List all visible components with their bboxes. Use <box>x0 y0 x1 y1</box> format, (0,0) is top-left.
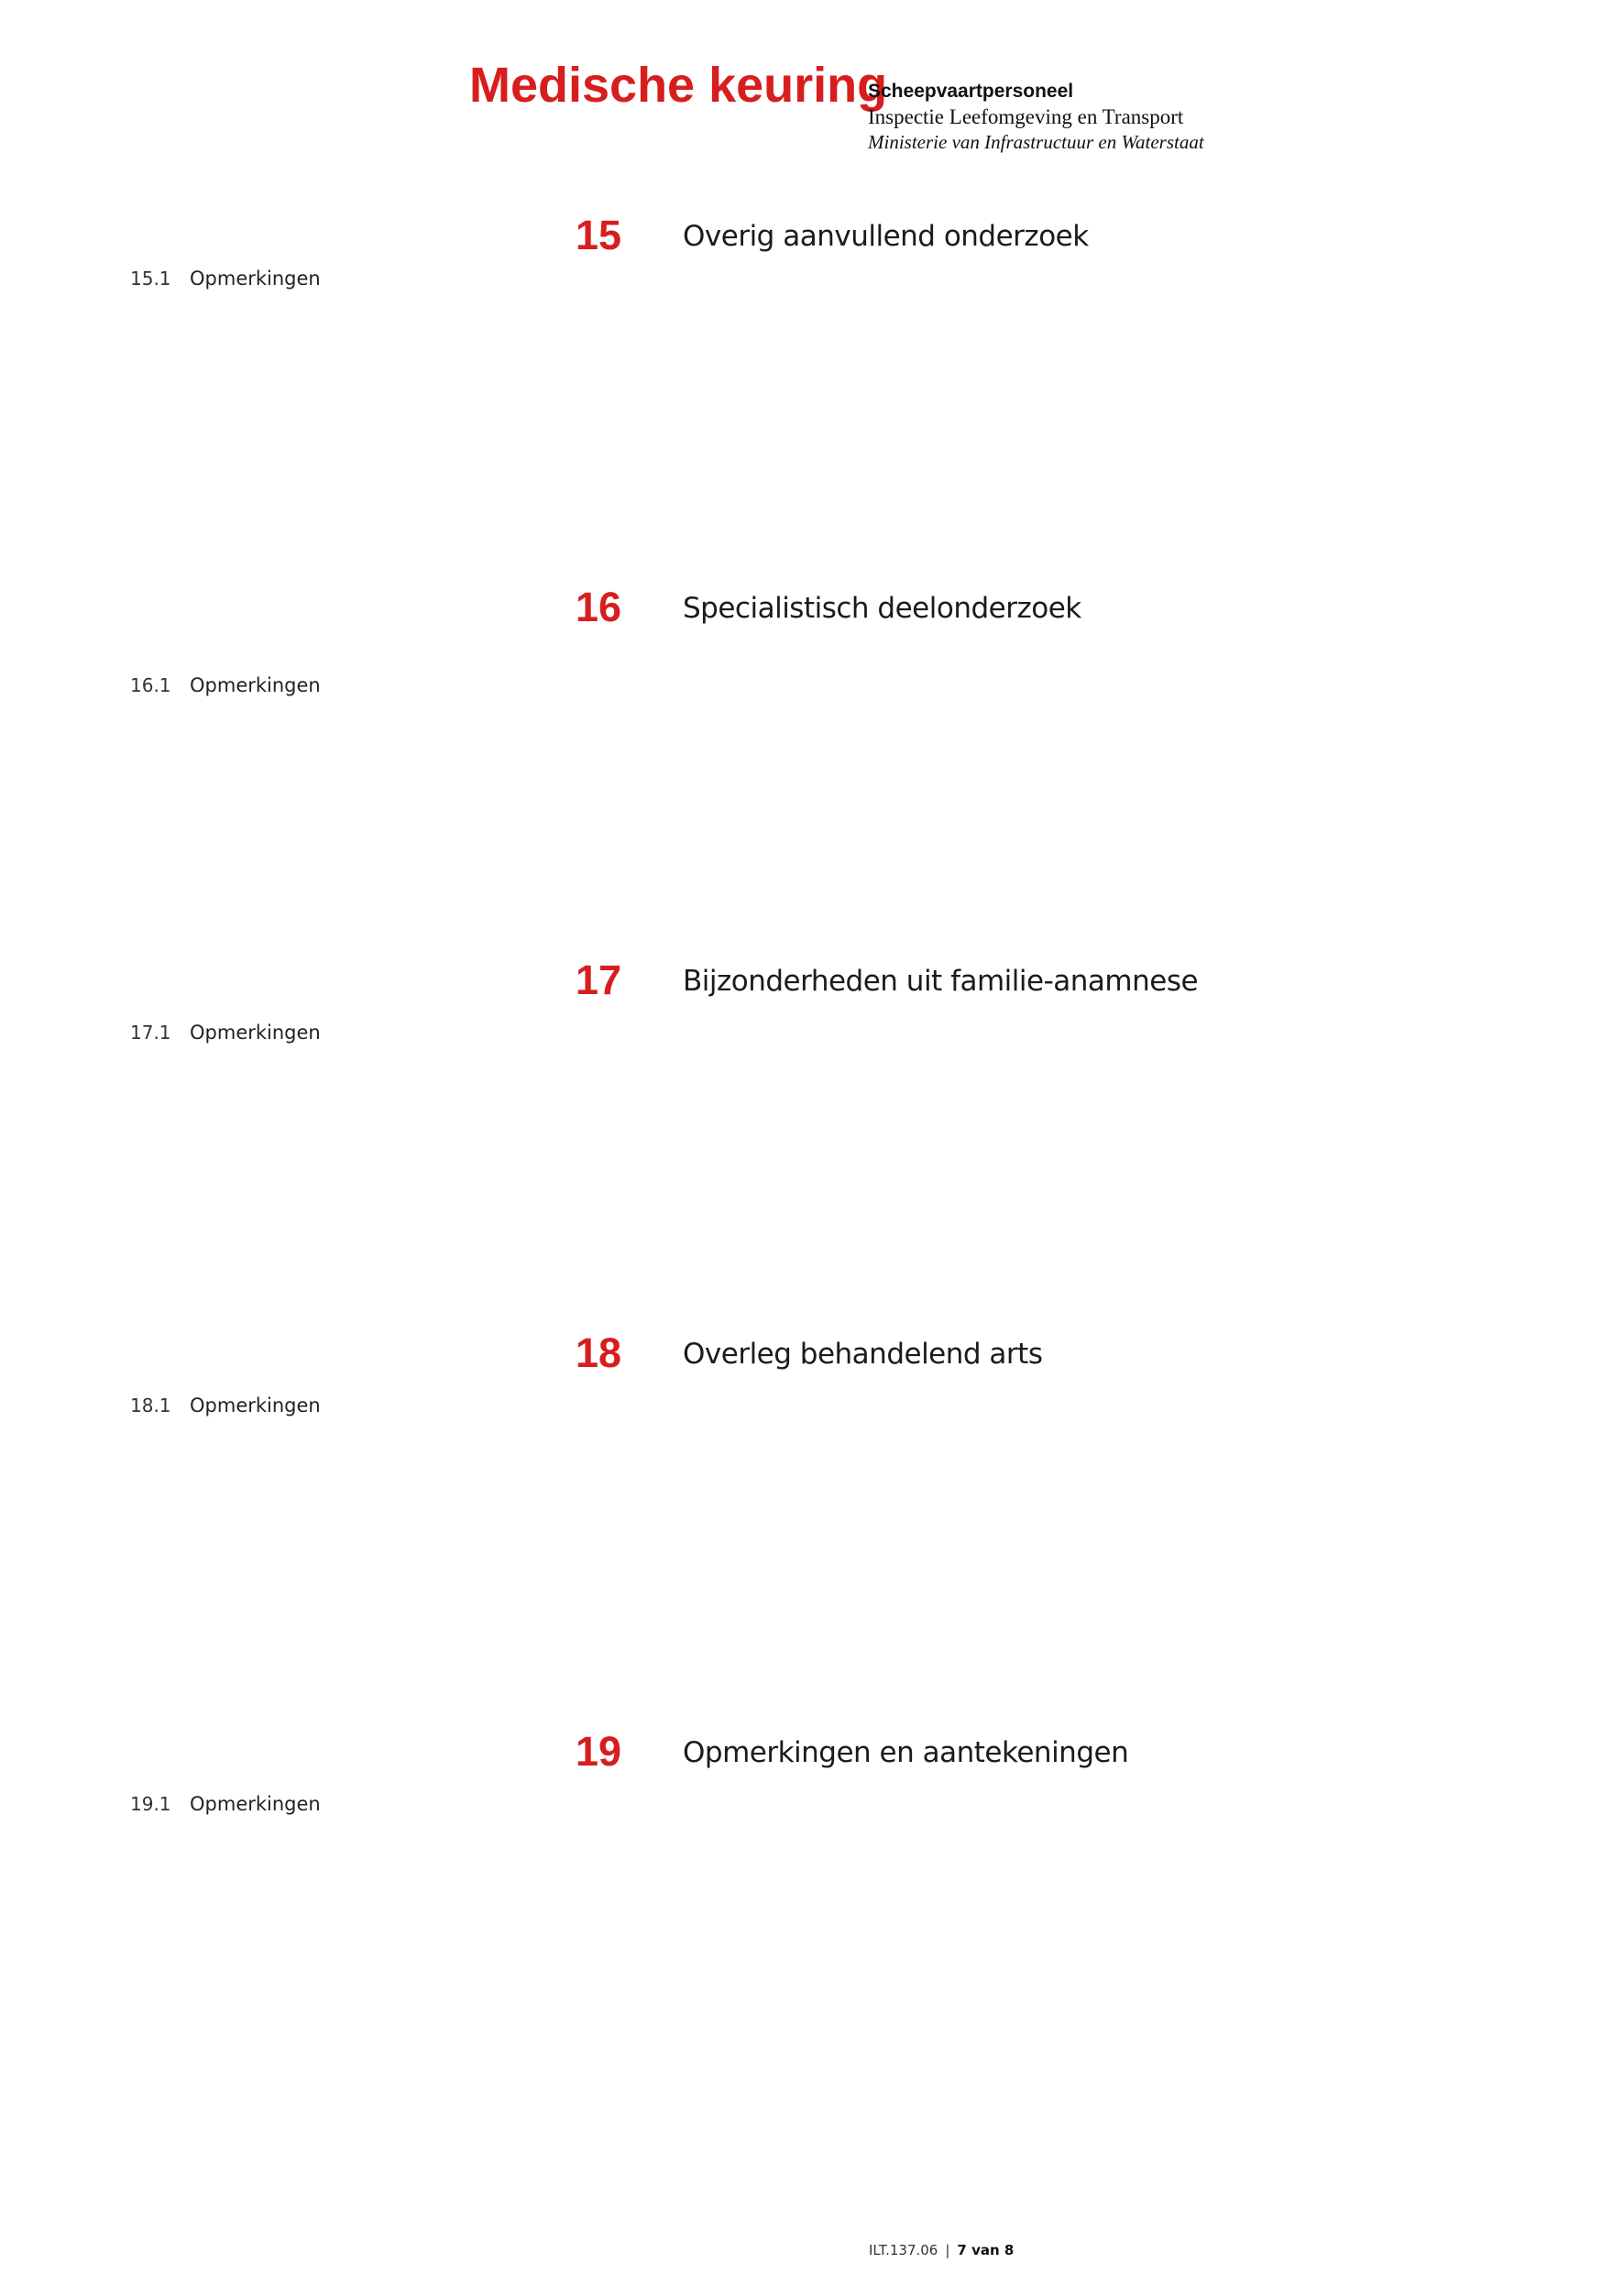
section-number: 17 <box>576 957 622 1003</box>
field-number: 17.1 <box>130 1022 171 1044</box>
section-number: 19 <box>576 1728 622 1775</box>
field-label: Opmerkingen <box>190 1394 321 1416</box>
organization-block <box>868 79 1204 155</box>
ministerie-name: Ministerie van Infrastructuur en Waterstaat <box>868 131 1204 153</box>
section-title: Overleg behandelend arts <box>683 1338 1043 1371</box>
field-label: Opmerkingen <box>190 674 321 696</box>
footer-separator: | <box>945 2242 950 2258</box>
field-label: Opmerkingen <box>190 268 321 290</box>
department-name: Scheepvaartpersoneel <box>868 81 1074 102</box>
section-title: Opmerkingen en aantekeningen <box>683 1736 1129 1769</box>
section-number: 16 <box>576 584 622 630</box>
section-number: 18 <box>576 1329 622 1376</box>
section-title: Bijzonderheden uit familie-anamnese <box>683 965 1199 998</box>
app-title: Medische keuring <box>469 58 888 113</box>
opmerkingen-input-15-1[interactable] <box>348 262 1494 482</box>
field-number: 15.1 <box>130 268 171 290</box>
inspectie-name: Inspectie Leefomgeving en Transport <box>868 105 1184 128</box>
field-label: Opmerkingen <box>190 1793 321 1815</box>
opmerkingen-input-17-1[interactable] <box>348 1016 1494 1236</box>
opmerkingen-input-19-1[interactable] <box>348 1788 1494 2007</box>
field-number: 18.1 <box>130 1394 171 1416</box>
opmerkingen-input-16-1[interactable] <box>348 669 1494 889</box>
form-code: ILT.137.06 <box>869 2242 938 2258</box>
field-label: Opmerkingen <box>190 1022 321 1044</box>
section-title: Overig aanvullend onderzoek <box>683 220 1089 253</box>
field-number: 16.1 <box>130 674 171 696</box>
section-title: Specialistisch deelonderzoek <box>683 592 1081 625</box>
page-footer <box>869 2241 1014 2259</box>
field-number: 19.1 <box>130 1793 171 1815</box>
section-number: 15 <box>576 212 622 258</box>
page-indicator: 7 van 8 <box>957 2242 1015 2258</box>
opmerkingen-input-18-1[interactable] <box>348 1389 1494 1609</box>
